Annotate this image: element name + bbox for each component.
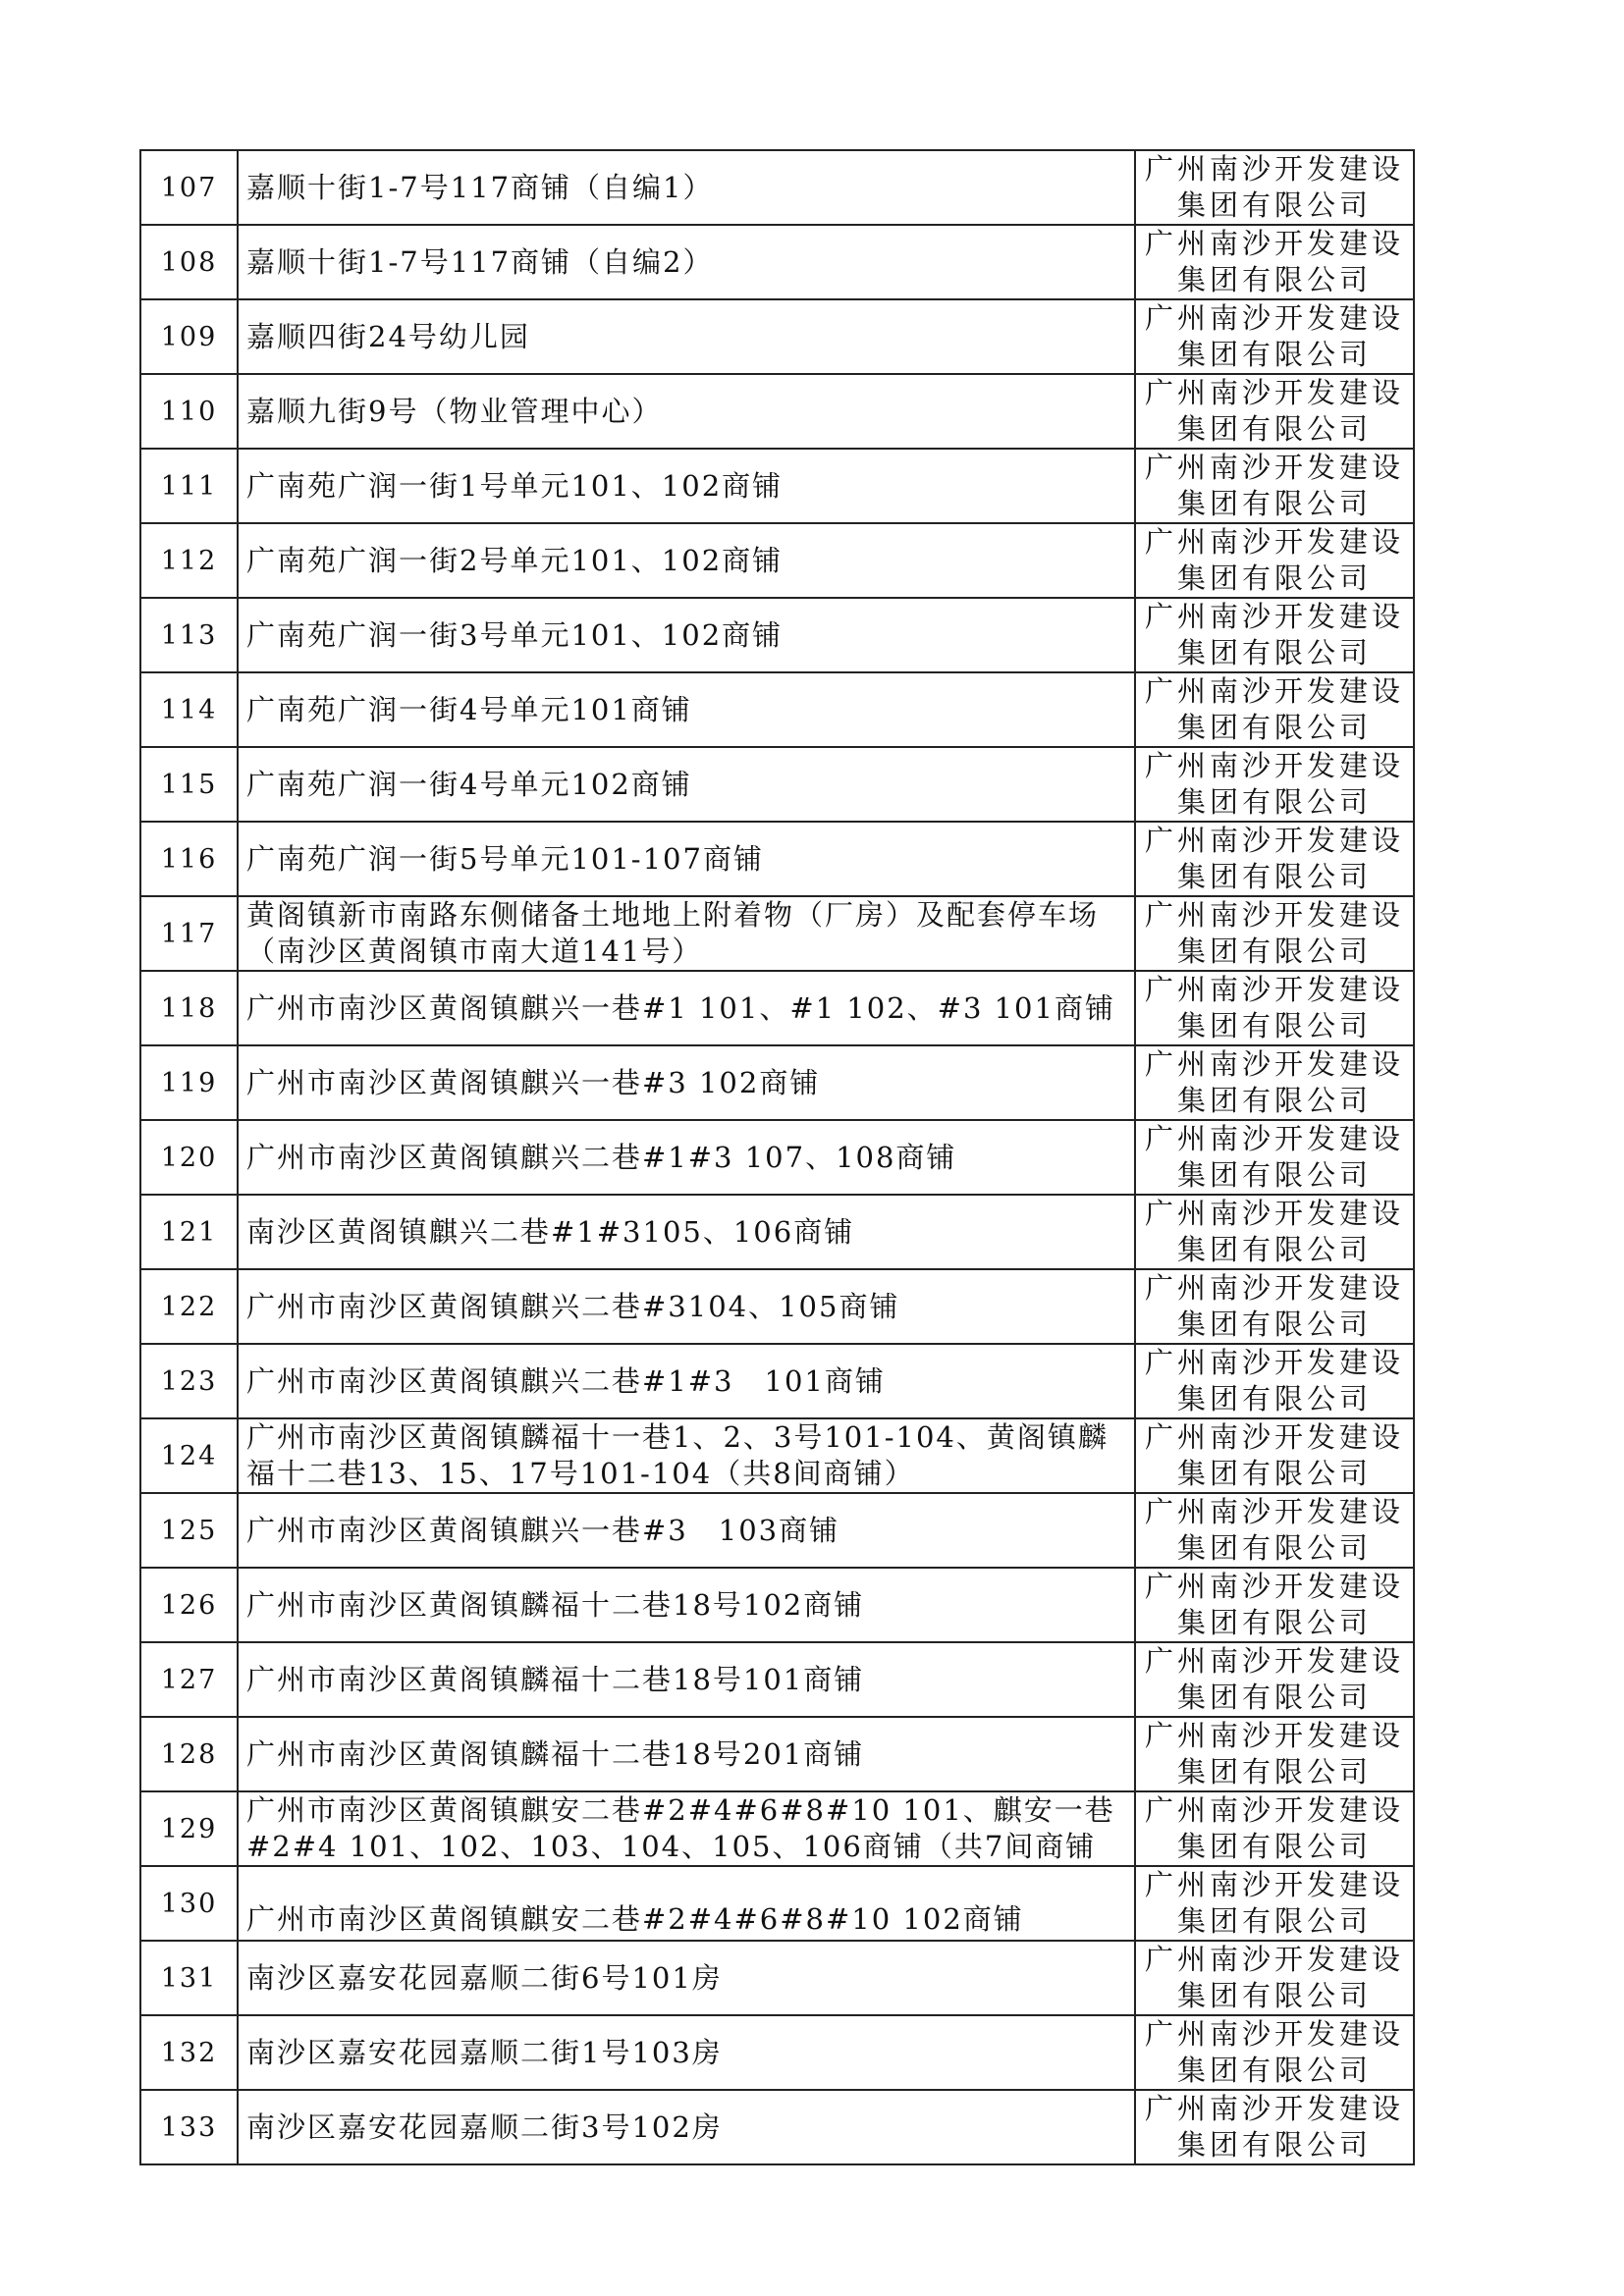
owner-cell: [1135, 822, 1414, 896]
row-number-cell: 131: [140, 1941, 238, 2015]
owner-name-line2: 集团有限公司: [1176, 2054, 1372, 2087]
owner-name-line1: 广州南沙开发建设: [1144, 1570, 1404, 1603]
owner-cell: [1135, 672, 1414, 747]
row-number-cell: 109: [140, 299, 238, 374]
address-cell: 广南苑广润一街4号单元102商铺: [238, 747, 1135, 822]
address-cell: 广南苑广润一街4号单元101商铺: [238, 672, 1135, 747]
owner-cell: [1135, 1717, 1414, 1791]
owner-cell: [1135, 1269, 1414, 1344]
owner-name-line2: 集团有限公司: [1176, 1904, 1372, 1938]
address-cell: 广州市南沙区黄阁镇麒兴二巷#1#3 101商铺: [238, 1344, 1135, 1418]
owner-name-line1: 广州南沙开发建设: [1144, 1197, 1404, 1230]
owner-name-line1: 广州南沙开发建设: [1144, 600, 1404, 633]
owner-name-line1: 广州南沙开发建设: [1144, 1122, 1404, 1155]
address-cell: 嘉顺十街1-7号117商铺（自编2）: [238, 225, 1135, 299]
owner-name-line1: 广州南沙开发建设: [1144, 973, 1404, 1006]
owner-cell: [1135, 1791, 1414, 1866]
address-cell: 广州市南沙区黄阁镇麟福十一巷1、2、3号101-104、黄阁镇麟福十二巷13、15、17号101-104（共8间商铺）: [238, 1418, 1135, 1493]
address-cell: 嘉顺九街9号（物业管理中心）: [238, 374, 1135, 449]
owner-cell: [1135, 1120, 1414, 1195]
owner-cell: [1135, 896, 1414, 971]
table-row: [140, 1941, 1414, 2015]
owner-name-line2: 集团有限公司: [1176, 263, 1372, 296]
owner-name-line2: 集团有限公司: [1176, 1681, 1372, 1714]
owner-name-line1: 广州南沙开发建设: [1144, 1719, 1404, 1752]
address-cell: 广南苑广润一街3号单元101、102商铺: [238, 598, 1135, 672]
address-cell: 嘉顺四街24号幼儿园: [238, 299, 1135, 374]
owner-name-line1: 广州南沙开发建设: [1144, 1047, 1404, 1081]
row-number-cell: 114: [140, 672, 238, 747]
owner-name-line2: 集团有限公司: [1176, 412, 1372, 446]
table-row: [140, 1866, 1414, 1941]
address-cell: 南沙区嘉安花园嘉顺二街1号103房: [238, 2015, 1135, 2090]
row-number-cell: 112: [140, 523, 238, 598]
row-number-cell: 111: [140, 449, 238, 523]
address-cell: 南沙区嘉安花园嘉顺二街6号101房: [238, 1941, 1135, 2015]
owner-cell: [1135, 747, 1414, 822]
address-cell: 广州市南沙区黄阁镇麒安二巷#2#4#6#8#10 102商铺: [238, 1866, 1135, 1941]
owner-name-line1: 广州南沙开发建设: [1144, 749, 1404, 782]
row-number-cell: 120: [140, 1120, 238, 1195]
owner-name-line2: 集团有限公司: [1176, 1158, 1372, 1192]
table-row: [140, 1045, 1414, 1120]
address-cell: 南沙区黄阁镇麒兴二巷#1#3105、106商铺: [238, 1195, 1135, 1269]
row-number-cell: 110: [140, 374, 238, 449]
owner-name-line1: 广州南沙开发建设: [1144, 451, 1404, 484]
owner-cell: [1135, 150, 1414, 225]
address-cell: 广州市南沙区黄阁镇麟福十二巷18号101商铺: [238, 1642, 1135, 1717]
table-row: [140, 896, 1414, 971]
table-row: [140, 747, 1414, 822]
owner-cell: [1135, 1418, 1414, 1493]
owner-name-line2: 集团有限公司: [1176, 338, 1372, 371]
owner-cell: [1135, 598, 1414, 672]
row-number-cell: 116: [140, 822, 238, 896]
row-number-cell: 118: [140, 971, 238, 1045]
owner-cell: [1135, 225, 1414, 299]
row-number-cell: 125: [140, 1493, 238, 1568]
owner-name-line1: 广州南沙开发建设: [1144, 1495, 1404, 1528]
owner-name-line1: 广州南沙开发建设: [1144, 674, 1404, 708]
row-number-cell: 108: [140, 225, 238, 299]
row-number-cell: 129: [140, 1791, 238, 1866]
owner-cell: [1135, 1866, 1414, 1941]
row-number-cell: 130: [140, 1866, 238, 1941]
row-number-cell: 128: [140, 1717, 238, 1791]
address-cell: 广州市南沙区黄阁镇麒兴一巷#1 101、#1 102、#3 101商铺: [238, 971, 1135, 1045]
owner-name-line1: 广州南沙开发建设: [1144, 2017, 1404, 2051]
address-cell: 广南苑广润一街5号单元101-107商铺: [238, 822, 1135, 896]
owner-name-line2: 集团有限公司: [1176, 785, 1372, 819]
owner-name-line2: 集团有限公司: [1176, 561, 1372, 595]
row-number-cell: 123: [140, 1344, 238, 1418]
owner-name-line1: 广州南沙开发建设: [1144, 301, 1404, 335]
owner-name-line1: 广州南沙开发建设: [1144, 1420, 1404, 1454]
address-cell: 广州市南沙区黄阁镇麒兴二巷#3104、105商铺: [238, 1269, 1135, 1344]
table-row: [140, 1418, 1414, 1493]
table-row: [140, 672, 1414, 747]
owner-cell: [1135, 2015, 1414, 2090]
owner-name-line1: 广州南沙开发建设: [1144, 898, 1404, 932]
table-row: [140, 2090, 1414, 2164]
owner-cell: [1135, 1941, 1414, 2015]
owner-name-line2: 集团有限公司: [1176, 934, 1372, 968]
address-cell: 广州市南沙区黄阁镇麒兴一巷#3 102商铺: [238, 1045, 1135, 1120]
owner-cell: [1135, 523, 1414, 598]
owner-name-line1: 广州南沙开发建设: [1144, 525, 1404, 559]
owner-name-line2: 集团有限公司: [1176, 487, 1372, 520]
owner-name-line1: 广州南沙开发建设: [1144, 2092, 1404, 2125]
address-cell: 南沙区嘉安花园嘉顺二街3号102房: [238, 2090, 1135, 2164]
owner-cell: [1135, 1493, 1414, 1568]
owner-cell: [1135, 449, 1414, 523]
owner-cell: [1135, 299, 1414, 374]
address-cell: 广州市南沙区黄阁镇麟福十二巷18号201商铺: [238, 1717, 1135, 1791]
row-number-cell: 117: [140, 896, 238, 971]
owner-cell: [1135, 1642, 1414, 1717]
row-number-cell: 127: [140, 1642, 238, 1717]
owner-name-line1: 广州南沙开发建设: [1144, 1346, 1404, 1379]
table-row: [140, 1642, 1414, 1717]
owner-name-line1: 广州南沙开发建设: [1144, 1868, 1404, 1901]
row-number-cell: 115: [140, 747, 238, 822]
owner-name-line2: 集团有限公司: [1176, 1084, 1372, 1117]
address-cell: 广州市南沙区黄阁镇麒兴一巷#3 103商铺: [238, 1493, 1135, 1568]
owner-name-line1: 广州南沙开发建设: [1144, 376, 1404, 409]
owner-name-line2: 集团有限公司: [1176, 1606, 1372, 1639]
address-cell: 广南苑广润一街1号单元101、102商铺: [238, 449, 1135, 523]
owner-name-line1: 广州南沙开发建设: [1144, 1271, 1404, 1305]
address-cell: 广州市南沙区黄阁镇麒兴二巷#1#3 107、108商铺: [238, 1120, 1135, 1195]
table-row: [140, 1344, 1414, 1418]
table-row: [140, 150, 1414, 225]
owner-name-line2: 集团有限公司: [1176, 1755, 1372, 1789]
row-number-cell: 122: [140, 1269, 238, 1344]
owner-cell: [1135, 1568, 1414, 1642]
property-table: [139, 149, 1415, 2165]
table-row: [140, 1195, 1414, 1269]
owner-name-line2: 集团有限公司: [1176, 636, 1372, 669]
owner-name-line2: 集团有限公司: [1176, 1830, 1372, 1863]
table-row: [140, 449, 1414, 523]
address-cell: 广州市南沙区黄阁镇麒安二巷#2#4#6#8#10 101、麒安一巷#2#4 101、102、103、104、105、106商铺（共7间商铺: [238, 1791, 1135, 1866]
table-row: [140, 2015, 1414, 2090]
row-number-cell: 133: [140, 2090, 238, 2164]
owner-name-line2: 集团有限公司: [1176, 1382, 1372, 1415]
owner-name-line2: 集团有限公司: [1176, 188, 1372, 222]
table-row: [140, 374, 1414, 449]
table-row: [140, 1717, 1414, 1791]
address-cell: 黄阁镇新市南路东侧储备土地地上附着物（厂房）及配套停车场（南沙区黄阁镇市南大道141号）: [238, 896, 1135, 971]
table-row: [140, 1269, 1414, 1344]
table-row: [140, 1120, 1414, 1195]
owner-cell: [1135, 1344, 1414, 1418]
row-number-cell: 107: [140, 150, 238, 225]
table-row: [140, 299, 1414, 374]
table-row: [140, 523, 1414, 598]
row-number-cell: 126: [140, 1568, 238, 1642]
table-row: [140, 822, 1414, 896]
address-cell: 嘉顺十街1-7号117商铺（自编1）: [238, 150, 1135, 225]
table-row: [140, 1791, 1414, 1866]
owner-name-line2: 集团有限公司: [1176, 1233, 1372, 1266]
owner-name-line1: 广州南沙开发建设: [1144, 227, 1404, 260]
address-cell: 广南苑广润一街2号单元101、102商铺: [238, 523, 1135, 598]
table-row: [140, 225, 1414, 299]
owner-name-line2: 集团有限公司: [1176, 1531, 1372, 1565]
table-row: [140, 971, 1414, 1045]
property-table-body: [140, 150, 1414, 2164]
owner-name-line2: 集团有限公司: [1176, 711, 1372, 744]
owner-cell: [1135, 1195, 1414, 1269]
address-cell: 广州市南沙区黄阁镇麟福十二巷18号102商铺: [238, 1568, 1135, 1642]
owner-name-line2: 集团有限公司: [1176, 1308, 1372, 1341]
table-row: [140, 598, 1414, 672]
owner-name-line2: 集团有限公司: [1176, 2128, 1372, 2162]
owner-cell: [1135, 971, 1414, 1045]
table-row: [140, 1493, 1414, 1568]
table-row: [140, 1568, 1414, 1642]
owner-name-line2: 集团有限公司: [1176, 860, 1372, 893]
row-number-cell: 113: [140, 598, 238, 672]
owner-name-line2: 集团有限公司: [1176, 1009, 1372, 1042]
row-number-cell: 119: [140, 1045, 238, 1120]
owner-name-line1: 广州南沙开发建设: [1144, 824, 1404, 857]
owner-name-line2: 集团有限公司: [1176, 1979, 1372, 2012]
owner-name-line1: 广州南沙开发建设: [1144, 1793, 1404, 1827]
row-number-cell: 124: [140, 1418, 238, 1493]
owner-name-line1: 广州南沙开发建设: [1144, 1943, 1404, 1976]
row-number-cell: 121: [140, 1195, 238, 1269]
owner-cell: [1135, 374, 1414, 449]
owner-name-line2: 集团有限公司: [1176, 1457, 1372, 1490]
owner-name-line1: 广州南沙开发建设: [1144, 1644, 1404, 1678]
owner-cell: [1135, 1045, 1414, 1120]
owner-cell: [1135, 2090, 1414, 2164]
owner-name-line1: 广州南沙开发建设: [1144, 152, 1404, 186]
row-number-cell: 132: [140, 2015, 238, 2090]
